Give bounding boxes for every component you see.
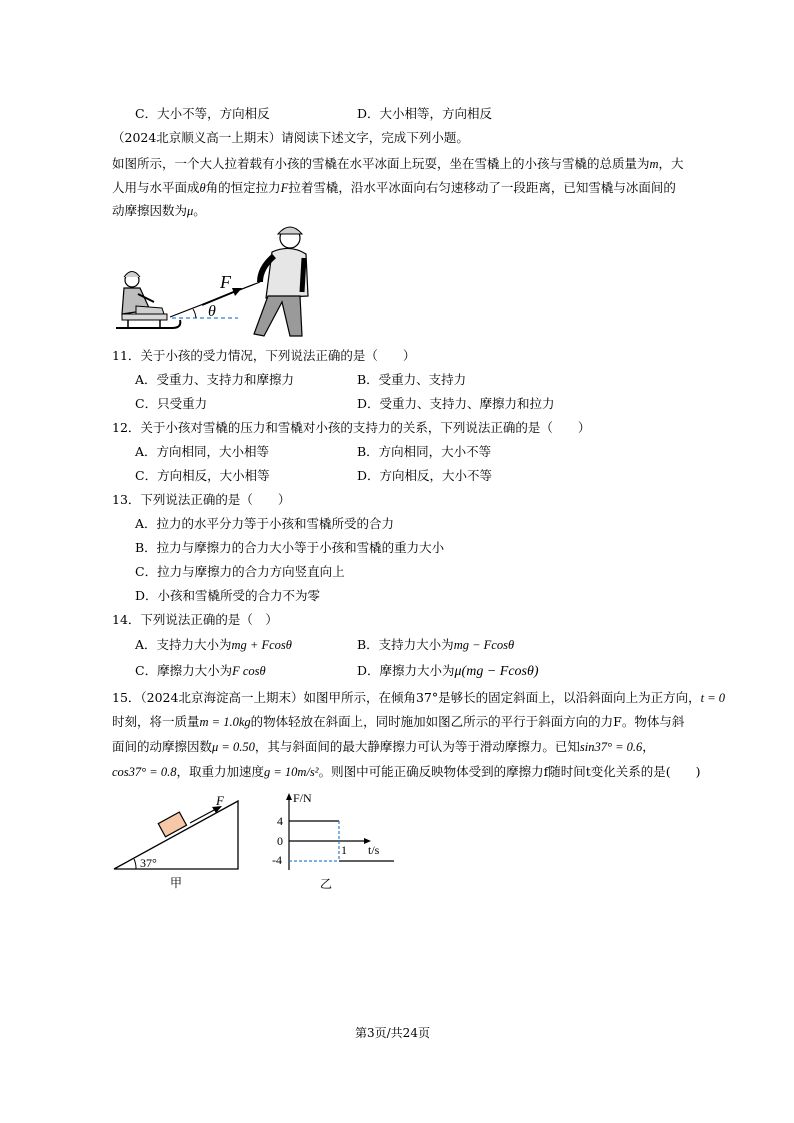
tick-label-neg4: -4 [272,853,282,867]
option-c-previous: C．大小不等，方向相反 [135,106,270,121]
incline-angle-label: 37° [140,856,157,870]
sled-body [122,314,167,320]
q15-line-3: 面间的动摩擦因数μ = 0.50，其与斜面间的最大静摩擦力可认为等于滑动摩擦力。已知sin37° = 0.6， [112,739,655,754]
y-axis-label: F/N [293,791,312,805]
tick-label-1: 1 [341,843,347,857]
adult-figure [254,227,308,336]
q14-option-b[interactable]: B．支持力大小为mg − Fcosθ [357,637,515,652]
caption-yi: 乙 [320,877,333,891]
y-axis-arrow [286,793,292,800]
q11-option-c[interactable]: C．只受重力 [135,396,208,411]
passage-line-1: 如图所示，一个大人拉着载有小孩的雪橇在水平冰面上玩耍，坐在雪橇上的小孩与雪橇的总质量为m，大 [112,156,684,171]
q15-line-2: 时刻，将一质量m = 1.0kg的物体轻放在斜面上，同时施加如图乙所示的平行于斜面方向的力F。物体与斜 [112,714,685,729]
incline-triangle [114,801,238,869]
q12-option-b[interactable]: B．方向相同，大小不等 [357,444,492,459]
q14-option-a[interactable]: A．支持力大小为mg + Fcosθ [135,637,292,652]
angle-arc [193,309,196,318]
intro-source: （2024北京顺义高一上期末）请阅读下述文字，完成下列小题。 [112,130,469,145]
passage-line-3: 动摩擦因数为μ。 [112,203,206,218]
option-d-previous: D．大小相等，方向相反 [357,106,493,121]
x-axis-label: t/s [368,843,380,857]
sled-runner [116,320,180,328]
q14-option-d[interactable]: D．摩擦力大小为μ(mg − Fcosθ) [357,663,539,679]
q12-option-a[interactable]: A．方向相同，大小相等 [135,444,270,459]
q11-stem: 11．关于小孩的受力情况，下列说法正确的是（ ） [112,348,416,363]
force-arrow-head [232,288,242,296]
force-time-chart [266,790,396,896]
tick-label-0: 0 [277,834,283,848]
q13-option-b[interactable]: B．拉力与摩擦力的合力大小等于小孩和雪橇的重力大小 [135,540,445,555]
q12-option-c[interactable]: C．方向相反，大小相等 [135,468,270,483]
q13-option-c[interactable]: C．拉力与摩擦力的合力方向竖直向上 [135,564,345,579]
q11-option-d[interactable]: D．受重力、支持力、摩擦力和拉力 [357,396,555,411]
q11-option-a[interactable]: A．受重力、支持力和摩擦力 [135,372,295,387]
q13-stem: 13．下列说法正确的是（ ） [112,492,291,507]
sled-figure [110,222,315,344]
page-footer: 第3页/共24页 [355,1026,430,1040]
angle-arc [134,859,136,869]
q12-option-d[interactable]: D．方向相反，大小不等 [357,468,493,483]
child-figure [122,272,164,315]
incline-force-label: F [216,793,224,808]
q13-option-d[interactable]: D．小孩和雪橇所受的合力不为零 [135,588,321,603]
q11-option-b[interactable]: B．受重力、支持力 [357,372,467,387]
q15-line-1: 15．（2024北京海淀高一上期末）如图甲所示，在倾角37°是够长的固定斜面上，以沿斜面向上为正方向，t = 0 [112,690,726,705]
q15-line-4: cos37° = 0.8，取重力加速度g = 10m/s²。则图中可能正确反映物体受到的摩擦力f随时间t变化关系的是( ) [112,764,701,779]
passage-line-2: 人用与水平面成θ角的恒定拉力F拉着雪橇，沿水平冰面向右匀速移动了一段距离，已知雪橇与冰面间的 [112,180,676,195]
angle-label: θ [208,303,216,320]
force-label: F [220,272,231,292]
block [158,812,186,837]
tick-label-4: 4 [277,814,283,828]
q13-option-a[interactable]: A．拉力的水平分力等于小孩和雪橇所受的合力 [135,516,395,531]
q14-stem: 14．下列说法正确的是（ ） [112,612,278,627]
caption-jia: 甲 [170,876,183,890]
q14-option-c[interactable]: C．摩擦力大小为F cosθ [135,663,266,678]
q12-stem: 12．关于小孩对雪橇的压力和雪橇对小孩的支持力的关系，下列说法正确的是（ ） [112,420,591,435]
incline-figure [108,793,248,895]
